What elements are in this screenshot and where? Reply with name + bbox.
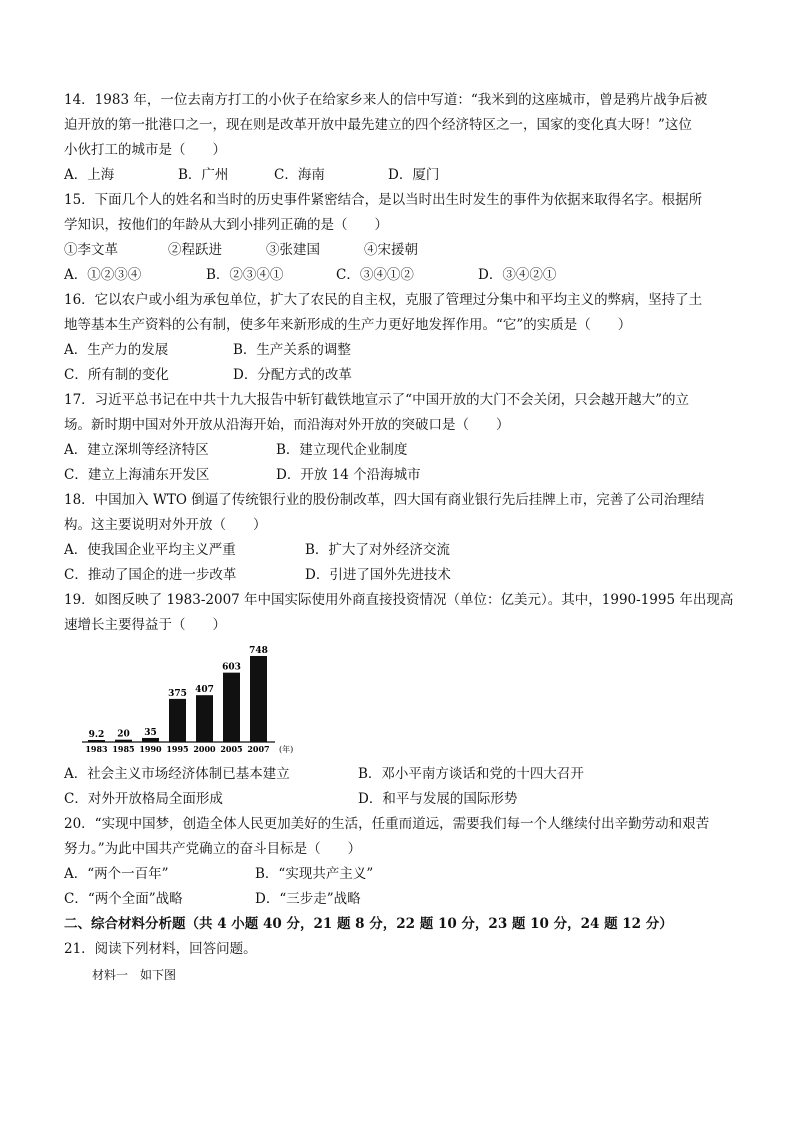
chart-bar-2005 [223, 673, 240, 742]
q18-option-a: A．使我国企业平均主义严重 [64, 542, 236, 558]
fdi-bar-chart [80, 636, 300, 756]
chart-value-label-2007: 748 [249, 645, 268, 656]
chart-value-label-1990: 35 [144, 727, 157, 738]
q18-stem-line2: 构。这主要说明对外开放（ ） [64, 517, 267, 533]
q14-option-a: A．上海 [64, 167, 115, 183]
q14-stem-line2: 迫开放的第一批港口之一，现在则是改革开放中最先建立的四个经济特区之一，国家的变化真大呀！”这位 [64, 117, 692, 133]
q15-name-2: ②程跃进 [168, 242, 222, 258]
section2-heading: 二、综合材料分析题（共 4 小题 40 分，21 题 8 分，22 题 10 分，23 题 10 分，24 题 12 分） [64, 916, 673, 932]
q20-stem-line2: 努力。”为此中国共产党确立的奋斗目标是（ ） [64, 841, 362, 857]
q14-option-b: B．广州 [178, 167, 229, 183]
q17-stem-line1: 17．习近平总书记在中共十九大报告中斩钉截铁地宣示了“中国开放的大门不会关闭，只会越开越大”的立 [64, 392, 689, 408]
q17-option-d: D．开放 14 个沿海城市 [276, 467, 421, 483]
chart-tick-label-1990: 1990 [139, 744, 162, 754]
q20-option-b: B．“实现共产主义” [255, 866, 374, 882]
q16-stem-line1: 16．它以农户或小组为承包单位，扩大了农民的自主权，克服了管理过分集中和平均主义的弊病，坚持了土 [64, 292, 703, 308]
q18-option-b: B．扩大了对外经济交流 [305, 542, 450, 558]
q20-option-c: C．“两个全面”战略 [64, 891, 183, 907]
q16-option-c: C．所有制的变化 [64, 367, 169, 383]
q15-name-1: ①李文革 [64, 242, 118, 258]
q19-option-d: D．和平与发展的国际形势 [358, 791, 518, 807]
q18-option-d: D．引进了国外先进技术 [305, 567, 451, 583]
chart-tick-label-1995: 1995 [166, 744, 189, 754]
q14-option-d: D．厦门 [388, 167, 440, 183]
q14-stem-line1: 14．1983 年，一位去南方打工的小伙子在给家乡来人的信中写道：“我米到的这座城市，曾是鸦片战争后被 [64, 92, 708, 108]
chart-tick-label-2000: 2000 [193, 744, 216, 754]
q21-stem-line1: 21．阅读下列材料，回答问题。 [64, 941, 257, 957]
q15-name-3: ③张建国 [266, 242, 320, 258]
q15-stem-line1: 15．下面几个人的姓名和当时的历史事件紧密结合，是以当时出生时发生的事件为依据来取得名字。根据所 [64, 192, 703, 208]
q15-option-d: D．③④②① [478, 267, 557, 283]
chart-bar-1983 [88, 740, 105, 742]
q19-stem-line1: 19．如图反映了 1983-2007 年中国实际使用外商直接投资情况（单位：亿美元）。其中，1990-1995 年出现高 [64, 592, 734, 608]
q19-stem-line2: 速增长主要得益于（ ） [64, 617, 226, 633]
chart-value-label-1995: 375 [168, 688, 187, 699]
q14-stem-line3: 小伙打工的城市是（ ） [64, 142, 226, 158]
q18-stem-line1: 18．中国加入 WTO 倒逼了传统银行业的股份制改革，四大国有商业银行先后挂牌上市，完善了公司治理结 [64, 492, 705, 508]
q15-stem-line2: 学知识，按他们的年龄从大到小排列正确的是（ ） [64, 217, 388, 233]
q17-option-a: A．建立深圳等经济特区 [64, 442, 209, 458]
chart-bar-1995 [169, 699, 186, 742]
chart-value-label-1983: 9.2 [88, 730, 105, 740]
q17-option-b: B．建立现代企业制度 [276, 442, 408, 458]
q20-option-a: A．“两个一百年” [64, 866, 169, 882]
q19-option-b: B．邓小平南方谈话和党的十四大召开 [358, 766, 584, 782]
q15-option-b: B．②③④① [206, 267, 284, 283]
q20-option-d: D．“三步走”战略 [255, 891, 361, 907]
q17-stem-line2: 场。新时期中国对外开放从沿海开始，而沿海对外开放的突破口是（ ） [64, 417, 510, 433]
q15-option-c: C．③④①② [336, 267, 414, 283]
q16-stem-line2: 地等基本生产资料的公有制，使多年来新形成的生产力更好地发挥作用。“它”的实质是（ ） [64, 317, 632, 333]
q21-material-label: 材料一 如下图 [92, 968, 177, 982]
q16-option-d: D．分配方式的改革 [233, 367, 352, 383]
q15-name-4: ④宋援朝 [364, 242, 418, 258]
chart-tick-label-1985: 1985 [112, 744, 135, 754]
q16-option-a: A．生产力的发展 [64, 342, 169, 358]
chart-bar-2007 [250, 656, 267, 742]
q14-option-c: C．海南 [274, 167, 325, 183]
chart-bar-2000 [196, 695, 213, 742]
q15-option-a: A．①②③④ [64, 267, 142, 283]
q19-option-c: C．对外开放格局全面形成 [64, 791, 223, 807]
q20-stem-line1: 20．“实现中国梦，创造全体人民更加美好的生活，任重而道远，需要我们每一个人继续付出辛勤劳动和艰苦 [64, 816, 710, 832]
chart-bar-1990 [142, 738, 159, 742]
chart-bar-1985 [115, 740, 132, 742]
q19-option-a: A．社会主义市场经济体制已基本建立 [64, 766, 290, 782]
q16-option-b: B．生产关系的调整 [233, 342, 351, 358]
q18-option-c: C．推动了国企的进一步改革 [64, 567, 237, 583]
chart-tick-label-1983: 1983 [85, 744, 108, 754]
chart-tick-label-2005: 2005 [220, 744, 243, 754]
chart-tick-label-2007: 2007 [247, 744, 270, 754]
chart-value-label-2005: 603 [222, 662, 241, 673]
q17-option-c: C．建立上海浦东开发区 [64, 467, 210, 483]
chart-value-label-1985: 20 [117, 729, 130, 740]
chart-x-unit: (年) [279, 745, 294, 754]
chart-value-label-2000: 407 [195, 685, 214, 696]
